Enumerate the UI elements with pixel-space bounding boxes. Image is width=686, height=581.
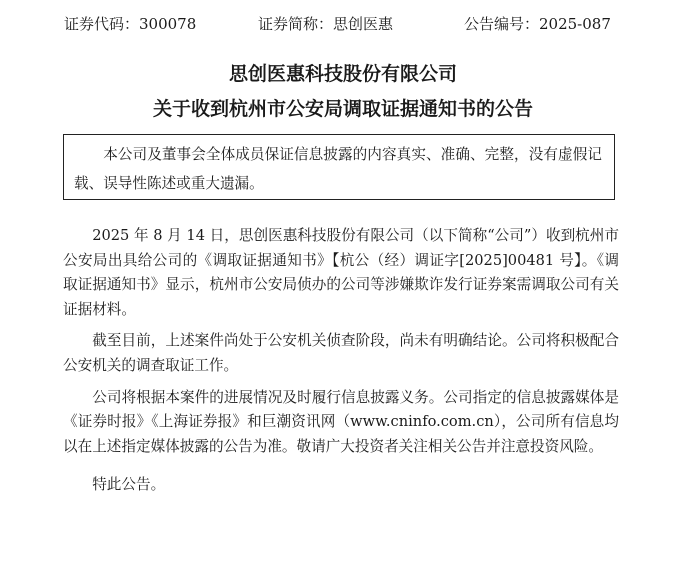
company-name: 思创医惠科技股份有限公司 (228, 63, 457, 85)
document-header (0, 12, 686, 36)
body-paragraph: 截至目前，上述案件尚处于公安机关侦查阶段，尚未有明确结论。公司将积极配合公安机关的调查取证工作。 (63, 332, 619, 374)
body-paragraph: 2025 年 8 月 14 日，思创医惠科技股份有限公司（以下简称“公司”）收到杭州市公安局出具给公司的《调取证据通知书》【杭公（经）调证字[2025]00481 号】。《调取证据通知书》显示，杭州市公安局侦办的公司等涉嫌欺诈发行证券案需调取公司有关证据材料。 (63, 227, 619, 318)
disclosure-statement: 本公司及董事会全体成员保证信息披露的内容真实、准确、完整，没有虚假记载、误导性陈述或重大遗漏。 (74, 146, 602, 192)
announcement-title: 关于收到杭州市公安局调取证据通知书的公告 (152, 98, 533, 120)
announcement-body (63, 224, 619, 505)
stock-code: 证券代码：300078 (64, 15, 197, 33)
notice-number: 公告编号：2025-087 (464, 15, 611, 33)
body-paragraph: 公司将根据本案件的进展情况及时履行信息披露义务。公司指定的信息披露媒体是《证券时报》《上海证券报》和巨潮资讯网（www.cninfo.com.cn），公司所有信息均以在上述指定媒体披露的公告为准。敬请广大投资者关注相关公告并注意投资风险。 (63, 388, 619, 455)
disclosure-statement-box (63, 134, 615, 200)
closing-remark: 特此公告。 (92, 476, 166, 494)
stock-short-name: 证券简称：思创医惠 (258, 15, 394, 33)
